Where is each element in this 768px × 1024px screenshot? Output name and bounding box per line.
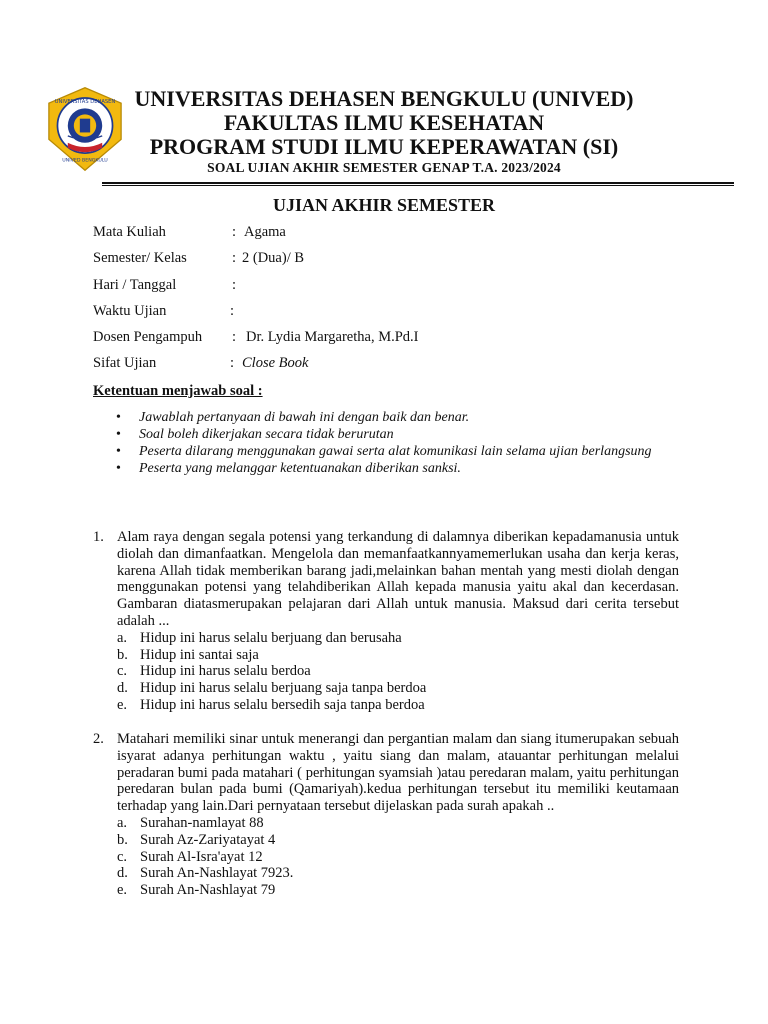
info-value: Agama bbox=[244, 224, 286, 240]
info-colon: : bbox=[232, 250, 237, 267]
option-letter: c. bbox=[117, 663, 128, 680]
info-value: Close Book bbox=[242, 355, 309, 372]
question-1 bbox=[93, 529, 679, 714]
option-item[interactable] bbox=[117, 647, 679, 664]
info-colon: : bbox=[232, 276, 237, 293]
option-text: Surah An-Nashlayat 7923. bbox=[140, 865, 294, 882]
option-item[interactable] bbox=[117, 630, 679, 647]
option-list bbox=[117, 815, 679, 899]
document-header bbox=[0, 84, 768, 184]
question-text: Matahari memiliki sinar untuk menerangi dan pergantian malam dan siang itumerupakan sebuah isyarat adanya perhitungan waktu , yaitu siang dan malam, atauantar perhitungan melalui peradaran bumi pada matahari ( perhitungan syamsiah )atau peredaran malam, yaitu perhitungan peredaran bulan pada bumi (Qamariyah).kedua perhitungan tersebut itu memiliki keutamaan terhadap yang lain.Dari pernyataan tersebut dijelaskan pada surah apakah .. bbox=[117, 731, 679, 815]
info-label: Semester/ Kelas bbox=[93, 250, 187, 267]
option-text: Hidup ini santai saja bbox=[140, 646, 259, 663]
header-divider bbox=[102, 182, 734, 184]
question-number: 2. bbox=[93, 731, 104, 747]
option-text: Surah Al-Isra'ayat 12 bbox=[140, 848, 263, 865]
option-letter: e. bbox=[117, 882, 128, 899]
option-letter: d. bbox=[117, 865, 128, 882]
option-text: Hidup ini harus selalu berjuang saja tanpa berdoa bbox=[140, 680, 427, 697]
rules-title: Ketentuan menjawab soal : bbox=[93, 383, 263, 399]
info-label: Sifat Ujian bbox=[93, 355, 157, 372]
info-colon: : bbox=[230, 302, 235, 319]
rules-list bbox=[113, 409, 673, 477]
option-letter: d. bbox=[117, 680, 128, 697]
info-label: Mata Kuliah bbox=[93, 224, 166, 240]
rule-item: • Jawablah pertanyaan di bawah ini dengan baik dan benar. bbox=[113, 409, 673, 426]
option-item[interactable] bbox=[117, 882, 679, 899]
option-text: Surah An-Nashlayat 79 bbox=[140, 882, 276, 899]
option-letter: a. bbox=[117, 629, 128, 646]
option-letter: b. bbox=[117, 831, 128, 848]
question-2 bbox=[93, 731, 679, 899]
option-text: Hidup ini harus selalu berjuang dan berusaha bbox=[140, 629, 402, 646]
option-item[interactable] bbox=[117, 663, 679, 680]
exam-title: UJIAN AKHIR SEMESTER bbox=[272, 195, 496, 215]
option-letter: e. bbox=[117, 696, 128, 713]
logo-bottom-text: UNIVED BENGKULU bbox=[62, 158, 108, 164]
info-label: Dosen Pengampuh bbox=[93, 329, 203, 346]
faculty-name: FAKULTAS ILMU KESEHATAN bbox=[223, 110, 545, 135]
question-number: 1. bbox=[93, 529, 104, 545]
rule-item: • Peserta yang melanggar ketentuanakan diberikan sanksi. bbox=[113, 460, 673, 477]
option-text: Surah Az-Zariyatayat 4 bbox=[140, 831, 276, 848]
option-text: Hidup ini harus selalu berdoa bbox=[140, 663, 311, 680]
option-letter: a. bbox=[117, 814, 128, 831]
option-item[interactable] bbox=[117, 697, 679, 714]
info-colon: : bbox=[230, 355, 235, 372]
exam-subtitle: SOAL UJIAN AKHIR SEMESTER GENAP T.A. 2023/2024 bbox=[207, 160, 561, 175]
option-text: Surahan-namlayat 88 bbox=[140, 814, 264, 831]
option-text: Hidup ini harus selalu bersedih saja tanpa berdoa bbox=[140, 696, 425, 713]
option-item[interactable] bbox=[117, 832, 679, 849]
info-colon: : bbox=[232, 329, 237, 346]
info-value: Dr. Lydia Margaretha, M.Pd.I bbox=[246, 329, 419, 346]
rule-item: • Soal boleh dikerjakan secara tidak berurutan bbox=[113, 426, 673, 443]
header-divider-thin bbox=[102, 185, 734, 186]
option-item[interactable] bbox=[117, 849, 679, 866]
university-name: UNIVERSITAS DEHASEN BENGKULU (UNIVED) bbox=[134, 86, 634, 111]
option-letter: b. bbox=[117, 646, 128, 663]
info-label: Hari / Tanggal bbox=[93, 276, 177, 293]
rule-item: • Peserta dilarang menggunakan gawai serta alat komunikasi lain selama ujian berlangsung bbox=[113, 443, 673, 460]
info-colon: : bbox=[232, 224, 237, 240]
question-text: Alam raya dengan segala potensi yang terkandung di dalamnya diberikan kepadamanusia untuk diolah dan dimanfaatkan. Mengelola dan memanfaatkannyamemerlukan usaha dan kerja keras, karena Allah tidak memberikan barang jadi,melainkan bahan mentah yang mesti diolah dengan menggunakan potensi yang telahdiberikan Allah kepada manusia yaitu akal dan kecerdasan. Gambaran diatasmerupakan pelajaran dari Allah untuk manusia. Maksud dari cerita tersebut adalah ... bbox=[117, 529, 679, 629]
option-letter: c. bbox=[117, 848, 128, 865]
logo-top-text: UNIVERSITAS DEHASEN bbox=[54, 99, 116, 106]
info-label: Waktu Ujian bbox=[93, 302, 167, 319]
option-item[interactable] bbox=[117, 815, 679, 832]
info-value: 2 (Dua)/ B bbox=[242, 250, 305, 267]
option-item[interactable] bbox=[117, 865, 679, 882]
program-name: PROGRAM STUDI ILMU KEPERAWATAN (SI) bbox=[149, 134, 619, 159]
option-list bbox=[117, 630, 679, 714]
option-item[interactable] bbox=[117, 680, 679, 697]
